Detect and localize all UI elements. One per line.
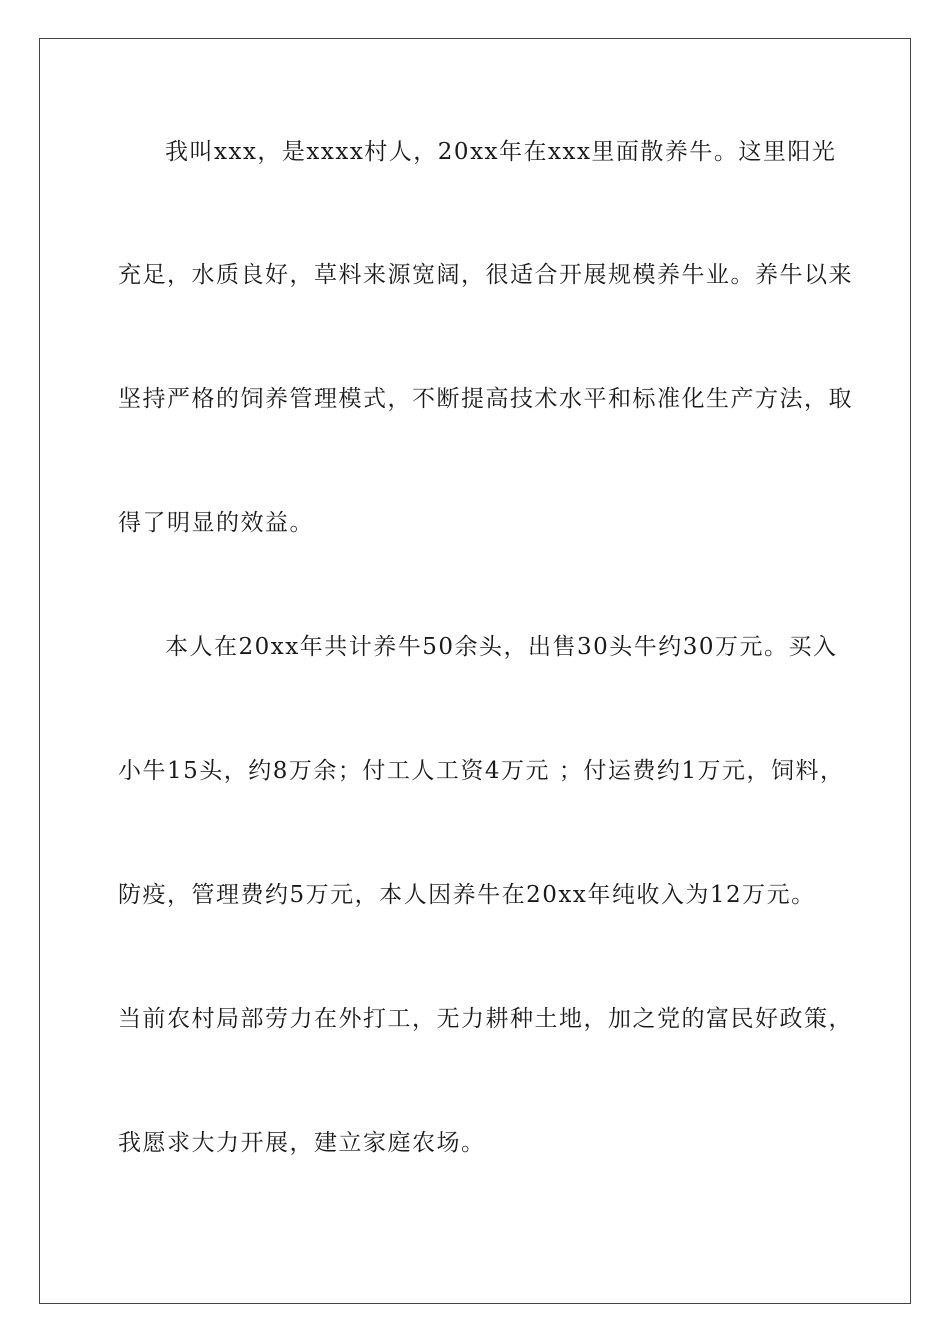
paragraph-1-line-2: 充足，水质良好，草料来源宽阔，很适合开展规模养牛业。养牛以来 bbox=[118, 262, 853, 288]
paragraph-2-line-3: 防疫，管理费约5万元，本人因养牛在20xx年纯收入为12万元。 bbox=[118, 882, 816, 908]
paragraph-2-line-5: 我愿求大力开展，建立家庭农场。 bbox=[118, 1130, 486, 1156]
paragraph-1-line-1: 我叫xxx，是xxxx村人，20xx年在xxx里面散养牛。这里阳光 bbox=[165, 139, 837, 165]
paragraph-1-line-3: 坚持严格的饲养管理模式，不断提高技术水平和标准化生产方法，取 bbox=[118, 386, 853, 412]
paragraph-2-line-1: 本人在20xx年共计养牛50余头，出售30头牛约30万元。买入 bbox=[165, 634, 838, 660]
paragraph-2-line-2: 小牛15头，约8万余；付工人工资4万元 ；付运费约1万元，饲料， bbox=[118, 758, 845, 784]
page-border bbox=[39, 38, 911, 1304]
paragraph-2-line-4: 当前农村局部劳力在外打工，无力耕种土地，加之党的富民好政策， bbox=[118, 1006, 853, 1032]
paragraph-1-line-4: 得了明显的效益。 bbox=[118, 510, 314, 536]
